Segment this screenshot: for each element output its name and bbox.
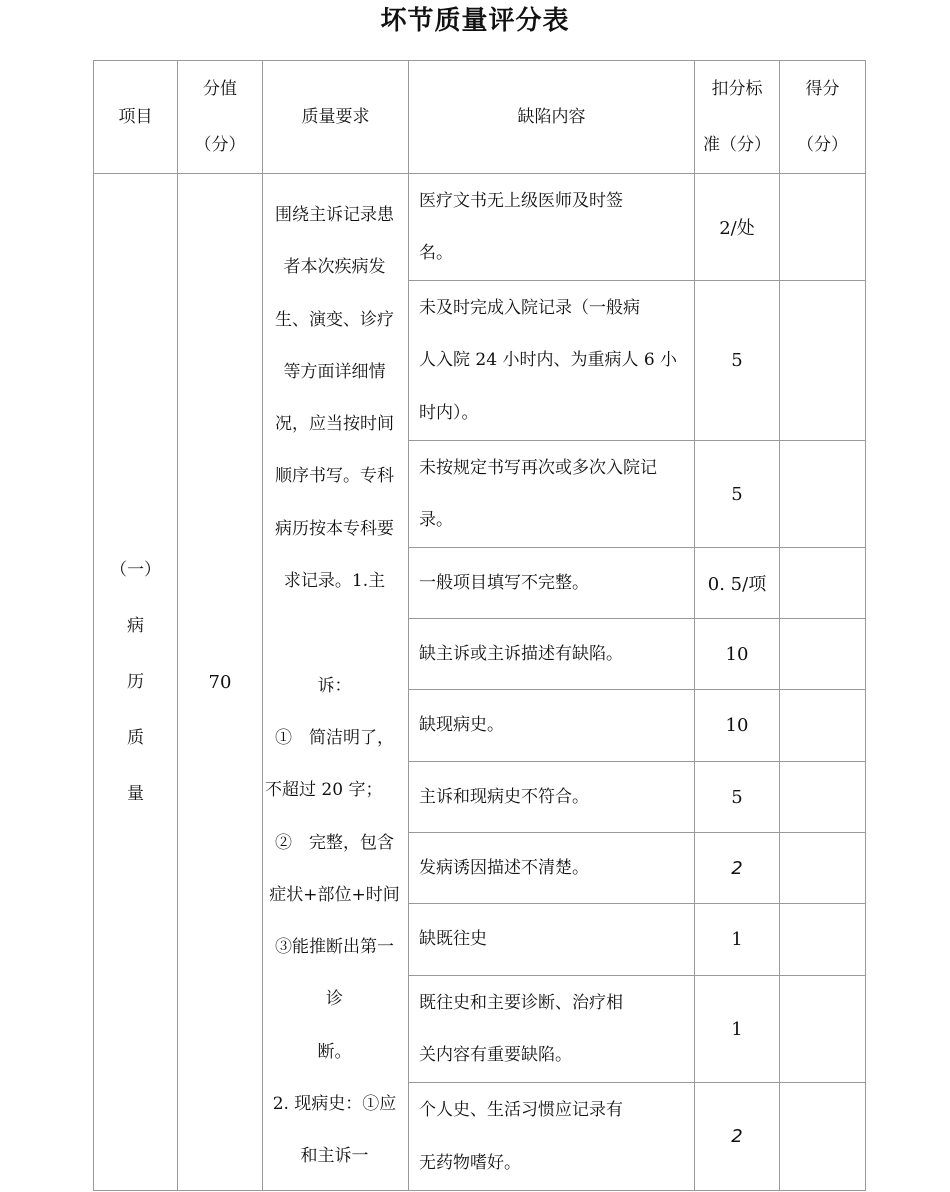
score-input-cell[interactable] <box>780 690 866 762</box>
deduction-cell: 10 <box>695 690 780 762</box>
table-row <box>94 174 866 281</box>
defect-cell <box>409 762 695 833</box>
score-input-cell[interactable] <box>780 174 866 281</box>
defect-cell <box>409 548 695 619</box>
defect-line: 未及时完成入院记录（一般病 <box>419 297 640 318</box>
header-got-line2: （分） <box>797 135 848 155</box>
defect-cell <box>409 904 695 976</box>
defect-cell <box>409 690 695 762</box>
defect-line: 既往史和主要诊断、治疗相 <box>419 992 623 1013</box>
requirement-line: ② 完整，包含 <box>275 832 394 853</box>
score-input-cell[interactable] <box>780 1083 866 1191</box>
defect-cell <box>409 976 695 1083</box>
score-table <box>93 60 866 1191</box>
requirement-line: 等方面详细情 <box>283 361 386 382</box>
header-score-line2: （分） <box>194 135 246 155</box>
deduction-cell: 10 <box>695 619 780 690</box>
header-deduct-line2: 准（分） <box>703 135 771 155</box>
requirement-line: 诉： <box>317 675 352 696</box>
requirement-line: 生、演变、诊疗 <box>275 309 394 330</box>
deduction-cell: 5 <box>695 762 780 833</box>
requirement-line <box>265 607 404 659</box>
defect-line: 发病诱因描述不清楚。 <box>419 857 589 878</box>
requirement-line: ③能推断出第一 <box>275 937 394 958</box>
header-score-line1: 分值 <box>203 79 237 99</box>
defect-line: 人入院 24 小时内、为重病人 6 小 <box>419 350 678 371</box>
section-item-line: （一） <box>110 560 161 580</box>
header-deduct <box>695 61 780 174</box>
defect-line: 录。 <box>419 510 453 530</box>
section-item-cell <box>94 174 178 1191</box>
section-item-line: 量 <box>127 784 144 804</box>
section-item-line: 质 <box>127 728 144 748</box>
defect-line: 缺主诉或主诉描述有缺陷。 <box>419 643 623 664</box>
requirement-line: 况，应当按时间 <box>275 414 394 435</box>
section-requirement-cell <box>263 174 409 1191</box>
defect-line: 无药物嗜好。 <box>419 1152 521 1173</box>
defect-line: 缺既往史 <box>419 929 487 950</box>
defect-cell <box>409 1083 695 1191</box>
deduction-cell: 5 <box>695 281 780 441</box>
defect-cell <box>409 619 695 690</box>
header-score <box>178 61 263 174</box>
defect-line: 一般项目填写不完整。 <box>419 572 589 593</box>
score-input-cell[interactable] <box>780 548 866 619</box>
section-item-line: 历 <box>127 672 144 692</box>
requirement-line: 症状+部位+时间 <box>269 884 400 905</box>
section-item-line: 病 <box>127 616 144 636</box>
score-input-cell[interactable] <box>780 904 866 976</box>
requirement-line: 断。 <box>317 1041 352 1062</box>
defect-line: 关内容有重要缺陷。 <box>419 1045 572 1065</box>
defect-line: 名。 <box>419 243 453 263</box>
deduction-cell: 2 <box>695 1083 780 1191</box>
score-input-cell[interactable] <box>780 281 866 441</box>
requirement-line: 2. 现病史：①应 <box>272 1094 397 1115</box>
defect-line: 未按规定书写再次或多次入院记 <box>419 457 657 478</box>
requirement-line: 者本次疾病发 <box>283 257 386 278</box>
header-got-line1: 得分 <box>805 79 840 99</box>
score-input-cell[interactable] <box>780 619 866 690</box>
deduction-cell: 1 <box>695 976 780 1083</box>
defect-cell <box>409 441 695 548</box>
requirement-line: 围绕主诉记录患 <box>275 205 394 225</box>
deduction-cell: 0. 5/项 <box>695 548 780 619</box>
requirement-line: ① 简洁明了， <box>275 727 394 748</box>
header-deduct-line1: 扣分标 <box>711 79 763 99</box>
deduction-cell: 2 <box>695 833 780 904</box>
defect-line: 医疗文书无上级医师及时签 <box>419 190 623 211</box>
score-input-cell[interactable] <box>780 762 866 833</box>
deduction-cell: 5 <box>695 441 780 548</box>
defect-line: 主诉和现病史不符合。 <box>419 786 589 807</box>
defect-line: 时内）。 <box>419 402 479 423</box>
defect-cell <box>409 281 695 441</box>
header-got <box>780 61 866 174</box>
score-input-cell[interactable] <box>780 833 866 904</box>
header-requirement: 质量要求 <box>263 61 409 174</box>
defect-line: 个人史、生活习惯应记录有 <box>419 1100 623 1120</box>
table-header-row <box>94 61 866 174</box>
requirement-line: 病历按本专科要 <box>275 518 394 539</box>
score-input-cell[interactable] <box>780 976 866 1083</box>
score-input-cell[interactable] <box>780 441 866 548</box>
defect-cell <box>409 174 695 281</box>
header-defect: 缺陷内容 <box>409 61 695 174</box>
deduction-cell: 2/处 <box>695 174 780 281</box>
requirement-line: 求记录。1.主 <box>283 571 386 592</box>
defect-line: 缺现病史。 <box>419 715 504 736</box>
requirement-line: 和主诉一 <box>300 1146 369 1167</box>
requirement-line: 顺序书写。专科 <box>275 466 394 487</box>
page-title: 坏节质量评分表 <box>380 6 570 36</box>
defect-cell <box>409 833 695 904</box>
requirement-line: 不超过 20 字； <box>265 780 383 801</box>
deduction-cell: 1 <box>695 904 780 976</box>
header-item: 项目 <box>94 61 178 174</box>
section-score-cell: 70 <box>178 174 263 1191</box>
requirement-line: 诊 <box>326 989 343 1010</box>
